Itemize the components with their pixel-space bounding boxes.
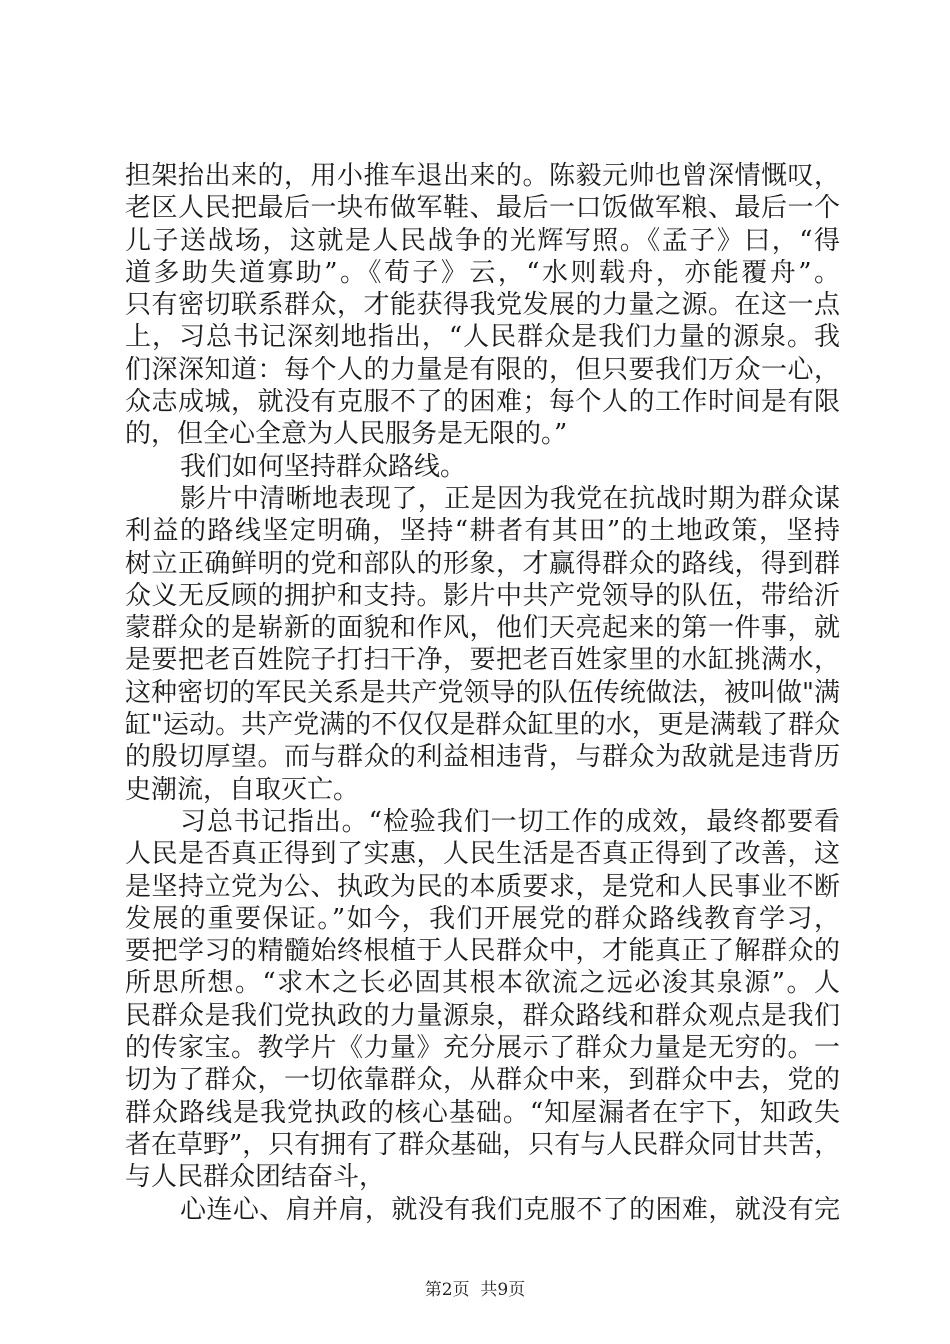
text-line: 的殷切厚望。而与群众的利益相违背，与群众为敌就是违背历 <box>125 742 840 773</box>
text-line: 要把学习的精髓始终根植于人民群众中，才能真正了解群众的 <box>125 936 840 967</box>
text-line: 人民是否真正得到了实惠，人民生活是否真正得到了改善，这 <box>125 839 840 870</box>
text-line: 切为了群众，一切依靠群众，从群众中来，到群众中去，党的 <box>125 1065 840 1096</box>
page-number: 第2页 共9页 <box>424 1280 526 1300</box>
text-line: 与人民群众团结奋斗， <box>125 1162 386 1193</box>
text-line: 的，但全心全意为人民服务是无限的。” <box>125 419 568 450</box>
text-line: 缸"运动。共产党满的不仅仅是群众缸里的水，更是满载了群众 <box>125 710 840 741</box>
text-line: 众志成城，就没有克服不了的困难；每个人的工作时间是有限 <box>125 387 840 418</box>
text-line: 影片中清晰地表现了，正是因为我党在抗战时期为群众谋 <box>180 483 840 514</box>
text-line: 道多助失道寡助”。《荀子》云，“水则载舟，亦能覆舟”。 <box>125 257 840 288</box>
text-line: 担架抬出来的，用小推车退出来的。陈毅元帅也曾深情慨叹， <box>125 161 840 191</box>
text-line: 老区人民把最后一块布做军鞋、最后一口饭做军粮、最后一个 <box>125 193 840 224</box>
text-line: 心连心、肩并肩，就没有我们克服不了的困难，就没有完 <box>180 1194 840 1225</box>
page-footer <box>0 1275 950 1300</box>
text-line: 上，习总书记深刻地指出，“人民群众是我们力量的源泉。我 <box>125 322 840 353</box>
text-line: 众义无反顾的拥护和支持。影片中共产党领导的队伍，带给沂 <box>125 580 840 611</box>
text-line: 发展的重要保证。”如今，我们开展党的群众路线教育学习， <box>125 903 840 934</box>
text-line: 这种密切的军民关系是共产党领导的队伍传统做法，被叫做"满 <box>125 677 840 708</box>
text-line: 蒙群众的是崭新的面貌和作风，他们天亮起来的第一件事，就 <box>125 613 840 644</box>
text-line: 利益的路线坚定明确，坚持“耕者有其田”的土地政策，坚持 <box>125 516 840 547</box>
body-text <box>125 160 840 1226</box>
text-line: 儿子送战场，这就是人民战争的光辉写照。《孟子》曰，“得 <box>125 225 840 256</box>
text-line: 是坚持立党为公、执政为民的本质要求，是党和人民事业不断 <box>125 871 840 902</box>
text-line: 我们如何坚持群众路线。 <box>180 451 467 482</box>
text-line: 是要把老百姓院子打扫干净，要把老百姓家里的水缸挑满水， <box>125 645 840 676</box>
text-line: 树立正确鲜明的党和部队的形象，才赢得群众的路线，得到群 <box>125 548 840 579</box>
text-line: 习总书记指出。“检验我们一切工作的成效，最终都要看 <box>180 806 840 837</box>
text-line: 们深深知道：每个人的力量是有限的，但只要我们万众一心， <box>125 354 840 385</box>
text-line: 民群众是我们党执政的力量源泉，群众路线和群众观点是我们 <box>125 1000 840 1031</box>
text-line: 所思所想。“求木之长必固其根本欲流之远必浚其泉源”。人 <box>125 968 840 999</box>
text-line: 只有密切联系群众，才能获得我党发展的力量之源。在这一点 <box>125 290 840 321</box>
text-line: 的传家宝。教学片《力量》充分展示了群众力量是无穷的。一 <box>125 1033 840 1064</box>
text-line: 史潮流，自取灭亡。 <box>125 774 360 805</box>
text-line: 群众路线是我党执政的核心基础。“知屋漏者在宇下，知政失 <box>125 1097 840 1128</box>
text-line: 者在草野”，只有拥有了群众基础，只有与人民群众同甘共苦， <box>125 1129 841 1160</box>
